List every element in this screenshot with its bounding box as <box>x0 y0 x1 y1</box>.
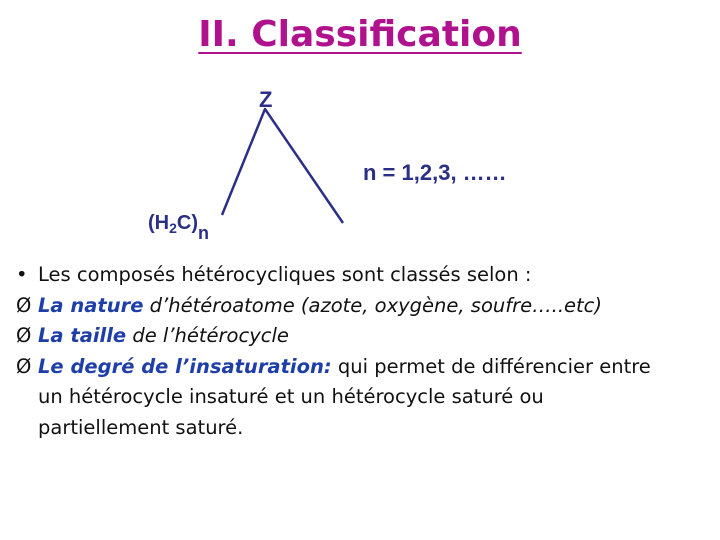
criterion-highlight: Le degré de l’insaturation: <box>38 354 332 378</box>
n-values-formula: n = 1,2,3, …… <box>363 160 507 185</box>
arrow-bullet-icon: Ø <box>16 324 32 347</box>
arrow-bullet-icon: Ø <box>16 293 32 317</box>
list-item <box>16 352 716 383</box>
triangle-ring <box>222 109 343 223</box>
intro-bullet <box>16 260 716 291</box>
bullet-dot-icon: • <box>16 263 28 286</box>
list-item <box>16 291 716 322</box>
criterion-highlight: La nature <box>38 293 144 317</box>
intro-text: Les composés hétérocycliques sont classés selon : <box>38 263 532 286</box>
slide-title: II. Classification <box>198 14 522 55</box>
continuation-line: un hétérocycle insaturé et un hétérocycle saturé ou <box>38 385 544 408</box>
classification-list <box>16 260 716 443</box>
heteroatom-z-label: Z <box>259 87 273 112</box>
criterion-text: de l’hétérocycle <box>126 324 289 347</box>
continuation-line: partiellement saturé. <box>38 415 244 439</box>
list-item <box>16 321 716 352</box>
ch2-n-label: $(H_2C)n$ <box>148 212 210 243</box>
criterion-text: qui permet de différencier entre <box>331 354 651 378</box>
criterion-highlight: La taille <box>38 324 127 347</box>
arrow-bullet-icon: Ø <box>16 354 32 378</box>
criterion-text: d’hétéroatome (azote, oxygène, soufre…..etc) <box>143 293 603 317</box>
heterocycle-diagram <box>140 85 580 250</box>
